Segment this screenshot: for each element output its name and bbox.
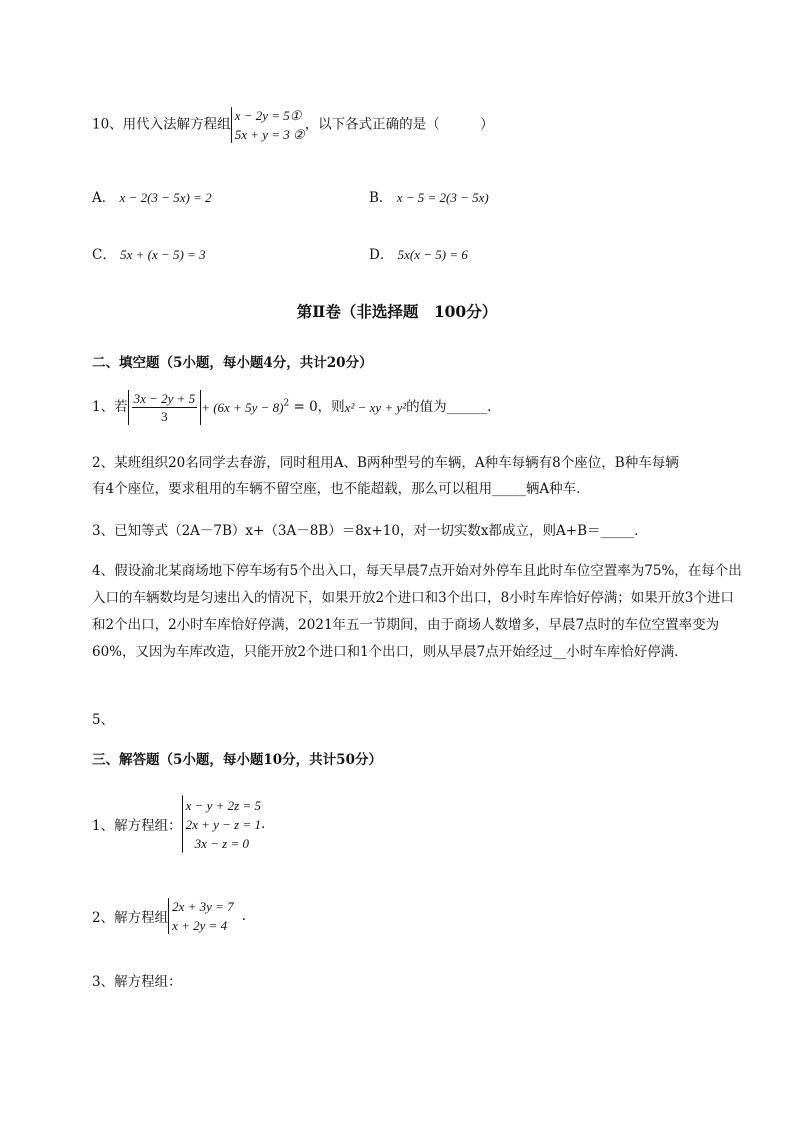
option-b-expression: x − 5 = 2(3 − 5x): [396, 190, 489, 205]
solve-question-2: [92, 897, 246, 935]
equation-3: 3x − z = 0: [194, 835, 249, 851]
q10-prefix: 10、用代入法解方程组: [92, 116, 231, 133]
equation-system: [168, 897, 234, 935]
fill-question-4: 4、假设渝北某商场地下停车场有5个出入口，每天早晨7点开始对外停车且此时车位空置率为75%，在每个出入口的车辆数均是匀速出入的情况下，如果开放2个进口和3个出口，8小时车库恰好停满；如果开放3个进口和2个出口，2小时车库恰好停满，2021年五一节期间，由于商场人数增多，早晨7点时的车位空置率变为60%，又因为车库改造，只能开放2个进口和1个出口，则从早晨7点开始经过__小时车库恰好停满．: [92, 563, 742, 660]
fill-question-5: 5、: [92, 712, 115, 728]
solve-q2-suffix: .: [241, 908, 246, 924]
equation-1: 2x + 3y = 7: [172, 899, 234, 914]
fill-q1-prefix: 1、若: [92, 399, 128, 415]
solve-q1-prefix: 1、解方程组：: [92, 818, 182, 834]
fill-section-title: 二、填空题（5小题，每小题4分，共计20分）: [92, 355, 373, 371]
solve-question-1: [92, 795, 265, 853]
option-a-label: A．: [92, 190, 116, 206]
equation-system: [231, 106, 305, 144]
equation-2: 2x + y − z = 1: [185, 816, 262, 832]
system-brace: [231, 107, 232, 143]
fraction-numerator: 3x − 2y + 5: [133, 391, 196, 406]
absolute-value: [128, 390, 202, 425]
fill-question-2-line-2: 有4个座位，要求租用的车辆不留空座，也不能超载，那么可以租用_____辆A种车．: [92, 481, 590, 497]
fill-question-3: 3、已知等式（2A－7B）x+（3A－8B）＝8x+10，对一切实数x都成立，则A+B＝_____．: [92, 523, 648, 539]
equation-1: x − y + 2z = 5: [185, 797, 262, 813]
equation-1: x − 2y = 5①: [234, 108, 302, 123]
fill-question-1: [92, 390, 491, 425]
q10-suffix: ，以下各式正确的是（ ）: [304, 116, 494, 133]
option-a-expression: x − 2(3 − 5x) = 2: [119, 190, 212, 205]
option-b-label: B．: [369, 190, 393, 206]
solve-section-title: 三、解答题（5小题，每小题10分，共计50分）: [92, 752, 382, 768]
equation-2: 5x + y = 3 ②: [234, 127, 305, 142]
fraction-denominator: 3: [161, 409, 168, 424]
part-2-title: 第Ⅱ卷（非选择题 100分）: [296, 302, 498, 321]
option-a: [92, 186, 212, 206]
option-d: [369, 243, 468, 263]
option-d-label: D．: [369, 247, 394, 263]
fill-question-2-line-1: 2、某班组织20名同学去春游，同时租用A、B两种型号的车辆，A种车每辆有8个座位，B种车每辆: [92, 455, 679, 471]
solve-question-3: 3、解方程组：: [92, 974, 182, 990]
option-d-expression: 5x(x − 5) = 6: [397, 247, 468, 262]
question-10: [92, 106, 494, 144]
option-b: [369, 186, 489, 206]
system-brace: [182, 795, 183, 853]
fill-q1-expression: x² − xy + y²: [344, 400, 407, 415]
fill-q1-after: = 0，则: [289, 399, 345, 415]
option-c-label: C．: [92, 247, 116, 263]
option-c: [92, 243, 206, 263]
fill-q1-middle: + (6x + 5y − 8): [201, 400, 284, 415]
fraction: [132, 390, 198, 425]
equation-system: [182, 795, 261, 853]
system-brace: [168, 898, 169, 934]
option-c-expression: 5x + (x − 5) = 3: [120, 247, 206, 262]
solve-q2-prefix: 2、解方程组: [92, 910, 169, 926]
solve-q1-suffix: .: [261, 816, 266, 832]
equation-2: x + 2y = 4: [172, 918, 228, 933]
fill-q1-suffix: 的值为______.: [406, 399, 492, 415]
fill-q1-exponent: 2: [283, 398, 290, 409]
